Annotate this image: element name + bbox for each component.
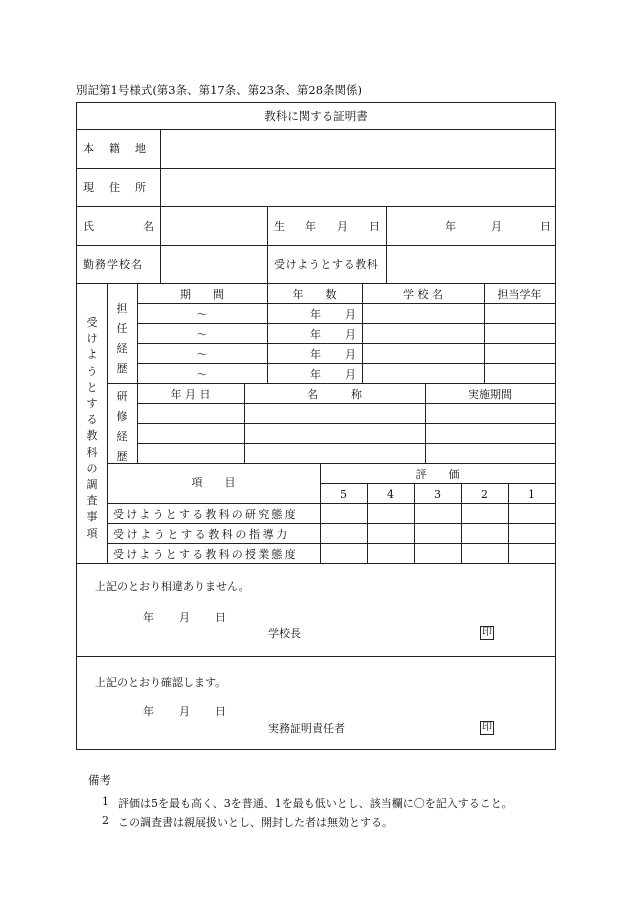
line (107, 523, 555, 524)
score-1: 1 (528, 488, 535, 501)
certificate-form (76, 102, 556, 750)
survey-vertical-label: 受 け よ う と す る 教 科 の 調 査 事 項 (86, 316, 98, 540)
eval-item-attitude: 受けようとする教科の授業態度 (113, 548, 298, 561)
line (137, 343, 555, 344)
training-date-header: 年 月 日 (170, 388, 211, 401)
cert2-text: 上記のとおり確認します。 (95, 676, 227, 689)
line (77, 168, 555, 169)
line (137, 423, 555, 424)
training-history-label: 研 修 経 歴 (116, 390, 128, 463)
date-day-label: 日 (540, 220, 551, 233)
score-3: 3 (434, 488, 441, 501)
evaluation-header: 評 価 (415, 468, 460, 481)
cert2-month: 月 (179, 705, 190, 718)
honseki-label: 本 籍 地 (83, 142, 148, 155)
score-4: 4 (387, 488, 394, 501)
line (137, 363, 555, 364)
line (107, 383, 555, 384)
line (386, 206, 387, 245)
note-text: 評価は5を最も高く、3を普通、1を最も低いとし、該当欄に〇を記入すること。 (118, 797, 513, 810)
years-header: 年 数 (292, 288, 337, 301)
seal-stamp: 印 (482, 627, 492, 638)
eval-item-research: 受けようとする教科の研究態度 (113, 508, 298, 521)
note-number: 1 (102, 795, 109, 808)
grade-header: 担当学年 (497, 288, 542, 301)
teaching-row-year: 年 (310, 348, 321, 361)
line (137, 323, 555, 324)
score-5: 5 (340, 488, 347, 501)
cert1-month: 月 (179, 611, 190, 624)
teaching-row-month: 月 (345, 348, 356, 361)
note-number: 2 (102, 814, 109, 827)
line (107, 283, 108, 463)
teaching-row-tilde: 〜 (196, 328, 208, 341)
period-header: 期 間 (180, 288, 224, 301)
school-label: 勤務学校名 (83, 258, 143, 271)
school-name-header: 学 校 名 (403, 288, 443, 301)
address-label: 現 住 所 (83, 181, 148, 194)
line (107, 503, 555, 504)
teaching-row-year: 年 (310, 308, 321, 321)
training-duration-header: 実施期間 (468, 388, 512, 401)
name-label: 氏 (83, 220, 94, 233)
name-suffix: 名 (143, 220, 154, 233)
cert1-text: 上記のとおり相違ありません。 (95, 580, 250, 593)
birth-day-label: 日 (369, 220, 380, 233)
teaching-row-tilde: 〜 (196, 348, 208, 361)
eval-item-guidance: 受けようとする教科の指導力 (113, 528, 290, 541)
cert1-role: 学校長 (268, 627, 301, 640)
line (320, 483, 555, 484)
teaching-row-month: 月 (345, 308, 356, 321)
line (77, 206, 555, 207)
line (107, 463, 555, 464)
line (137, 303, 555, 304)
cert2-day: 日 (215, 705, 226, 718)
birth-month-label: 月 (337, 220, 348, 233)
line (267, 206, 268, 283)
cert2-role: 実務証明責任者 (268, 722, 345, 735)
teaching-row-tilde: 〜 (196, 308, 208, 321)
cert1-day: 日 (215, 611, 226, 624)
cert1-year: 年 (143, 611, 154, 624)
line (137, 403, 555, 404)
teaching-history-label: 担 任 経 歴 (116, 302, 128, 375)
date-year-label: 年 (445, 220, 456, 233)
line (77, 245, 555, 246)
teaching-row-year: 年 (310, 328, 321, 341)
line (160, 129, 161, 283)
score-2: 2 (481, 488, 488, 501)
training-name-header: 名 称 (307, 388, 362, 401)
date-month-label: 月 (491, 220, 502, 233)
line (77, 656, 555, 657)
line (107, 543, 555, 544)
notes-title: 備考 (88, 773, 111, 787)
note-text: この調査書は親展扱いとし、開封した者は無効とする。 (118, 816, 393, 829)
birth-year-label: 年 (305, 220, 316, 233)
line (77, 129, 555, 130)
teaching-row-tilde: 〜 (196, 368, 208, 381)
seal-stamp: 印 (482, 722, 492, 733)
subject-label: 受けようとする教科 (274, 258, 379, 271)
line (77, 563, 555, 564)
line (386, 245, 387, 283)
line (137, 443, 555, 444)
teaching-row-month: 月 (345, 328, 356, 341)
cert2-year: 年 (143, 705, 154, 718)
teaching-row-month: 月 (345, 368, 356, 381)
item-header: 項 目 (191, 476, 236, 489)
form-header: 別記第1号様式(第3条、第17条、第23条、第28条関係) (76, 83, 363, 97)
form-title: 教科に関する証明書 (264, 109, 368, 123)
birth-label: 生 (274, 220, 285, 233)
teaching-row-year: 年 (310, 368, 321, 381)
